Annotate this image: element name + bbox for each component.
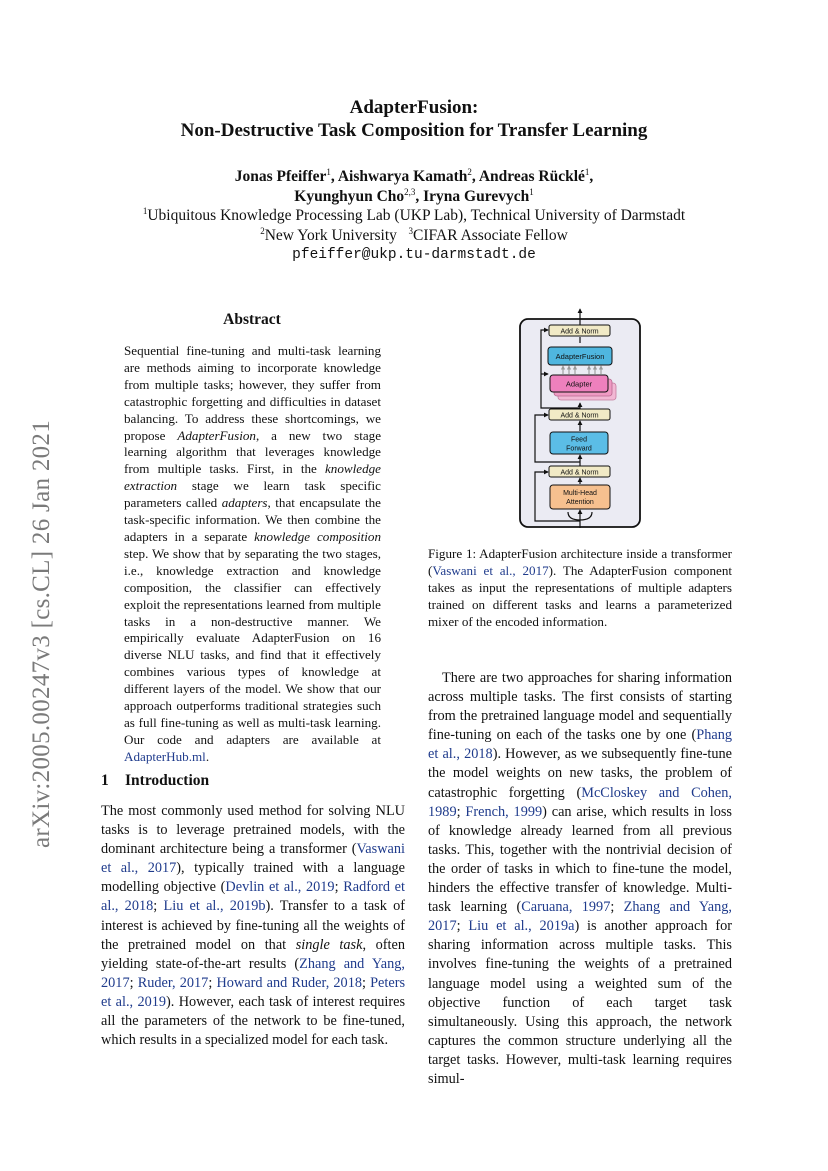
affiliation-text: New York University	[264, 227, 397, 244]
body-text: ;	[610, 899, 624, 916]
citation-link[interactable]: Ruder, 2017	[137, 974, 209, 991]
affiliation-text: CIFAR Associate Fellow	[413, 227, 568, 244]
body-text: ). However, each task of interest requires all the parameters of the network to be fine-tuned, which results in a specialized model for each task.	[101, 993, 406, 1049]
author-name: Andreas Rücklé	[478, 168, 585, 185]
citation-link[interactable]: Phang et al., 2018	[428, 727, 732, 763]
mha-label-1: Multi-Head	[563, 490, 597, 497]
abstract-text: Sequential fine-tuning and multi-task learning are methods aiming to incorporate knowledge from multiple tasks; however, they suffer from catastrophic forgetting and difficulties in dataset balancing. To address these shortcomings, we propose	[124, 343, 381, 443]
abstract-text: step. We show that by separating the two stages, i.e., knowledge extraction and knowledge composition, the classifier can effectively exploit the representations learned from multiple tasks in a non-destructive manner. We empirically evaluate AdapterFusion on 16 diverse NLU tasks, and find that it effectively combines various types of knowledge at different layers of the model. We show that our approach outperforms traditional strategies such as full fine-tuning as well as multi-task learning. Our code and adapters are available at	[124, 545, 381, 747]
caption-text: ). The AdapterFusion component takes as input the representations of multiple adapters trained on different tasks and learns a parameterized mixer of the encoded information.	[428, 563, 732, 629]
author-list	[0, 167, 828, 207]
abstract-emphasis: AdapterFusion	[177, 427, 256, 443]
affiliation-line-1	[0, 206, 828, 226]
abstract-emphasis: knowledge composition	[254, 528, 381, 544]
abstract-heading: Abstract	[223, 311, 281, 328]
section-heading	[101, 772, 209, 790]
adapter-label: Adapter	[565, 379, 593, 389]
author-affil-mark: 2,3	[404, 187, 416, 197]
body-text: ;	[362, 974, 371, 991]
body-text: ) can arise, which results in loss of knowledge already learned from all previous tasks. This, together with the nontrivial decision of the order of tasks in which to fine-tune the model, hinders the effective transfer of knowledge. Multi-task learning (	[428, 803, 733, 916]
citation-link[interactable]: Vaswani et al., 2017	[432, 563, 549, 578]
body-emphasis: single task	[295, 936, 363, 953]
body-text: ;	[153, 898, 164, 915]
abstract-text: .	[205, 748, 210, 764]
citation-link[interactable]: Zhang and Yang, 2017	[101, 955, 405, 991]
body-text: There are two approaches for sharing information across multiple tasks. The first consists of starting from the pretrained language model and sequentially fine-tuning on each of the tasks one by one (	[428, 670, 732, 744]
citation-link[interactable]: Radford et al., 2018	[101, 879, 405, 915]
abstract-emphasis: adapters	[221, 495, 268, 511]
body-text: ), typically trained with a language modelling objective (	[101, 860, 405, 896]
intro-paragraph	[101, 802, 405, 1050]
author-name: Kyunghyun Cho	[294, 188, 405, 205]
body-text: ;	[456, 803, 466, 820]
citation-link[interactable]: Devlin et al., 2019	[225, 879, 335, 896]
arxiv-stamp: arXiv:2005.00247v3 [cs.CL] 26 Jan 2021	[28, 419, 55, 848]
body-text: ) is another approach for sharing information across multiple tasks. This involves fine-tuning the weights of a pretrained language model using a weighted sum of the objective function of each target task simultaneously. Using this approach, the network captures the common structure underlying all the target tasks. However, multi-task learning requires simul-	[428, 918, 733, 1087]
citation-link[interactable]: Zhang and Yang, 2017	[428, 899, 732, 935]
affiliation-line-2	[0, 226, 828, 246]
citation-link[interactable]: Howard and Ruder, 2018	[216, 974, 362, 991]
abstract-text: stage we learn task specific parameters called	[124, 478, 381, 511]
author-affil-mark: 1	[529, 187, 534, 197]
section-number: 1	[101, 772, 109, 789]
authors-line-2: Kyunghyun Cho$^{2,3}$, Iryna Gurevych$^1$	[294, 187, 534, 205]
section-title: Introduction	[125, 772, 210, 789]
author-name: Iryna Gurevych	[423, 188, 530, 205]
body-text: ). Transfer to a task of interest is achieved by fine-tuning all the weights of the pretrained model on that	[101, 898, 405, 953]
affil-mark: 3	[408, 226, 414, 236]
adapterhub-link[interactable]: AdapterHub.ml	[124, 748, 206, 764]
abstract-text: , that encapsulate the task-specific information. We then combine the adapters in a separate	[124, 495, 381, 544]
citation-link[interactable]: Vaswani et al., 2017	[101, 841, 405, 877]
authors-line-1: Jonas Pfeiffer$^1$, Aishwarya Kamath$^2$, Andreas Rücklé$^1$,	[234, 167, 594, 185]
contact-email[interactable]: pfeiffer@ukp.tu-darmstadt.de	[292, 247, 536, 263]
author-affil-mark: 1	[584, 167, 590, 177]
affiliations	[0, 206, 828, 246]
abstract-body	[124, 343, 381, 766]
author-affil-mark: 2	[467, 167, 472, 177]
author-name: Jonas Pfeiffer	[234, 168, 327, 185]
body-text: ;	[208, 974, 217, 991]
affil-mark: 1	[142, 206, 148, 216]
adapterfusion-label: AdapterFusion	[555, 352, 605, 361]
title-line-1: AdapterFusion:	[349, 97, 479, 118]
author-name: Aishwarya Kamath	[337, 168, 468, 185]
citation-link[interactable]: Liu et al., 2019b	[163, 898, 266, 915]
abstract-emphasis: knowledge extraction	[124, 461, 381, 494]
citation-link[interactable]: Liu et al., 2019a	[468, 918, 575, 935]
body-text: ;	[456, 918, 469, 935]
feed-forward-label-1: Feed	[571, 436, 587, 444]
body-text: The most commonly used method for solving NLU tasks is to leverage pretrained models, with the dominant architecture being a transformer (	[101, 803, 405, 858]
author-affil-mark: 1	[326, 167, 331, 177]
citation-link[interactable]: McCloskey and Cohen, 1989	[428, 784, 732, 820]
affil-mark: 2	[260, 226, 265, 236]
mha-label-2: Attention	[566, 499, 594, 506]
body-text: ;	[129, 974, 138, 991]
citation-link[interactable]: Peters et al., 2019	[101, 974, 406, 1010]
add-norm-mid-label: Add & Norm	[560, 412, 599, 420]
citation-link[interactable]: Caruana, 1997	[521, 899, 611, 916]
add-norm-top-label: Add & Norm	[560, 328, 599, 336]
caption-label: Figure 1:	[428, 546, 477, 561]
body-text: ). However, as we subsequently fine-tune the model weights on new tasks, the problem of catastrophic forgetting (	[428, 746, 732, 801]
figure-1-architecture	[519, 306, 641, 530]
feed-forward-label-2: Forward	[566, 445, 592, 453]
body-text: ;	[334, 879, 344, 896]
caption-text: AdapterFusion architecture inside a transformer (	[428, 546, 732, 578]
abstract-text: , a new two stage learning algorithm that leverages knowledge from multiple tasks. First, in the	[124, 427, 381, 477]
citation-link[interactable]: French, 1999	[465, 803, 543, 820]
right-column-paragraph	[428, 669, 732, 1089]
figure-1-caption	[428, 545, 732, 630]
body-text: , often yielding state-of-the-art results (	[101, 936, 405, 972]
add-norm-bottom-label: Add & Norm	[560, 469, 599, 477]
title-line-2: Non-Destructive Task Composition for Transfer Learning	[180, 120, 648, 141]
paper-title	[0, 96, 828, 142]
affiliation-text: Ubiquitous Knowledge Processing Lab (UKP Lab), Technical University of Darmstadt	[147, 207, 686, 224]
